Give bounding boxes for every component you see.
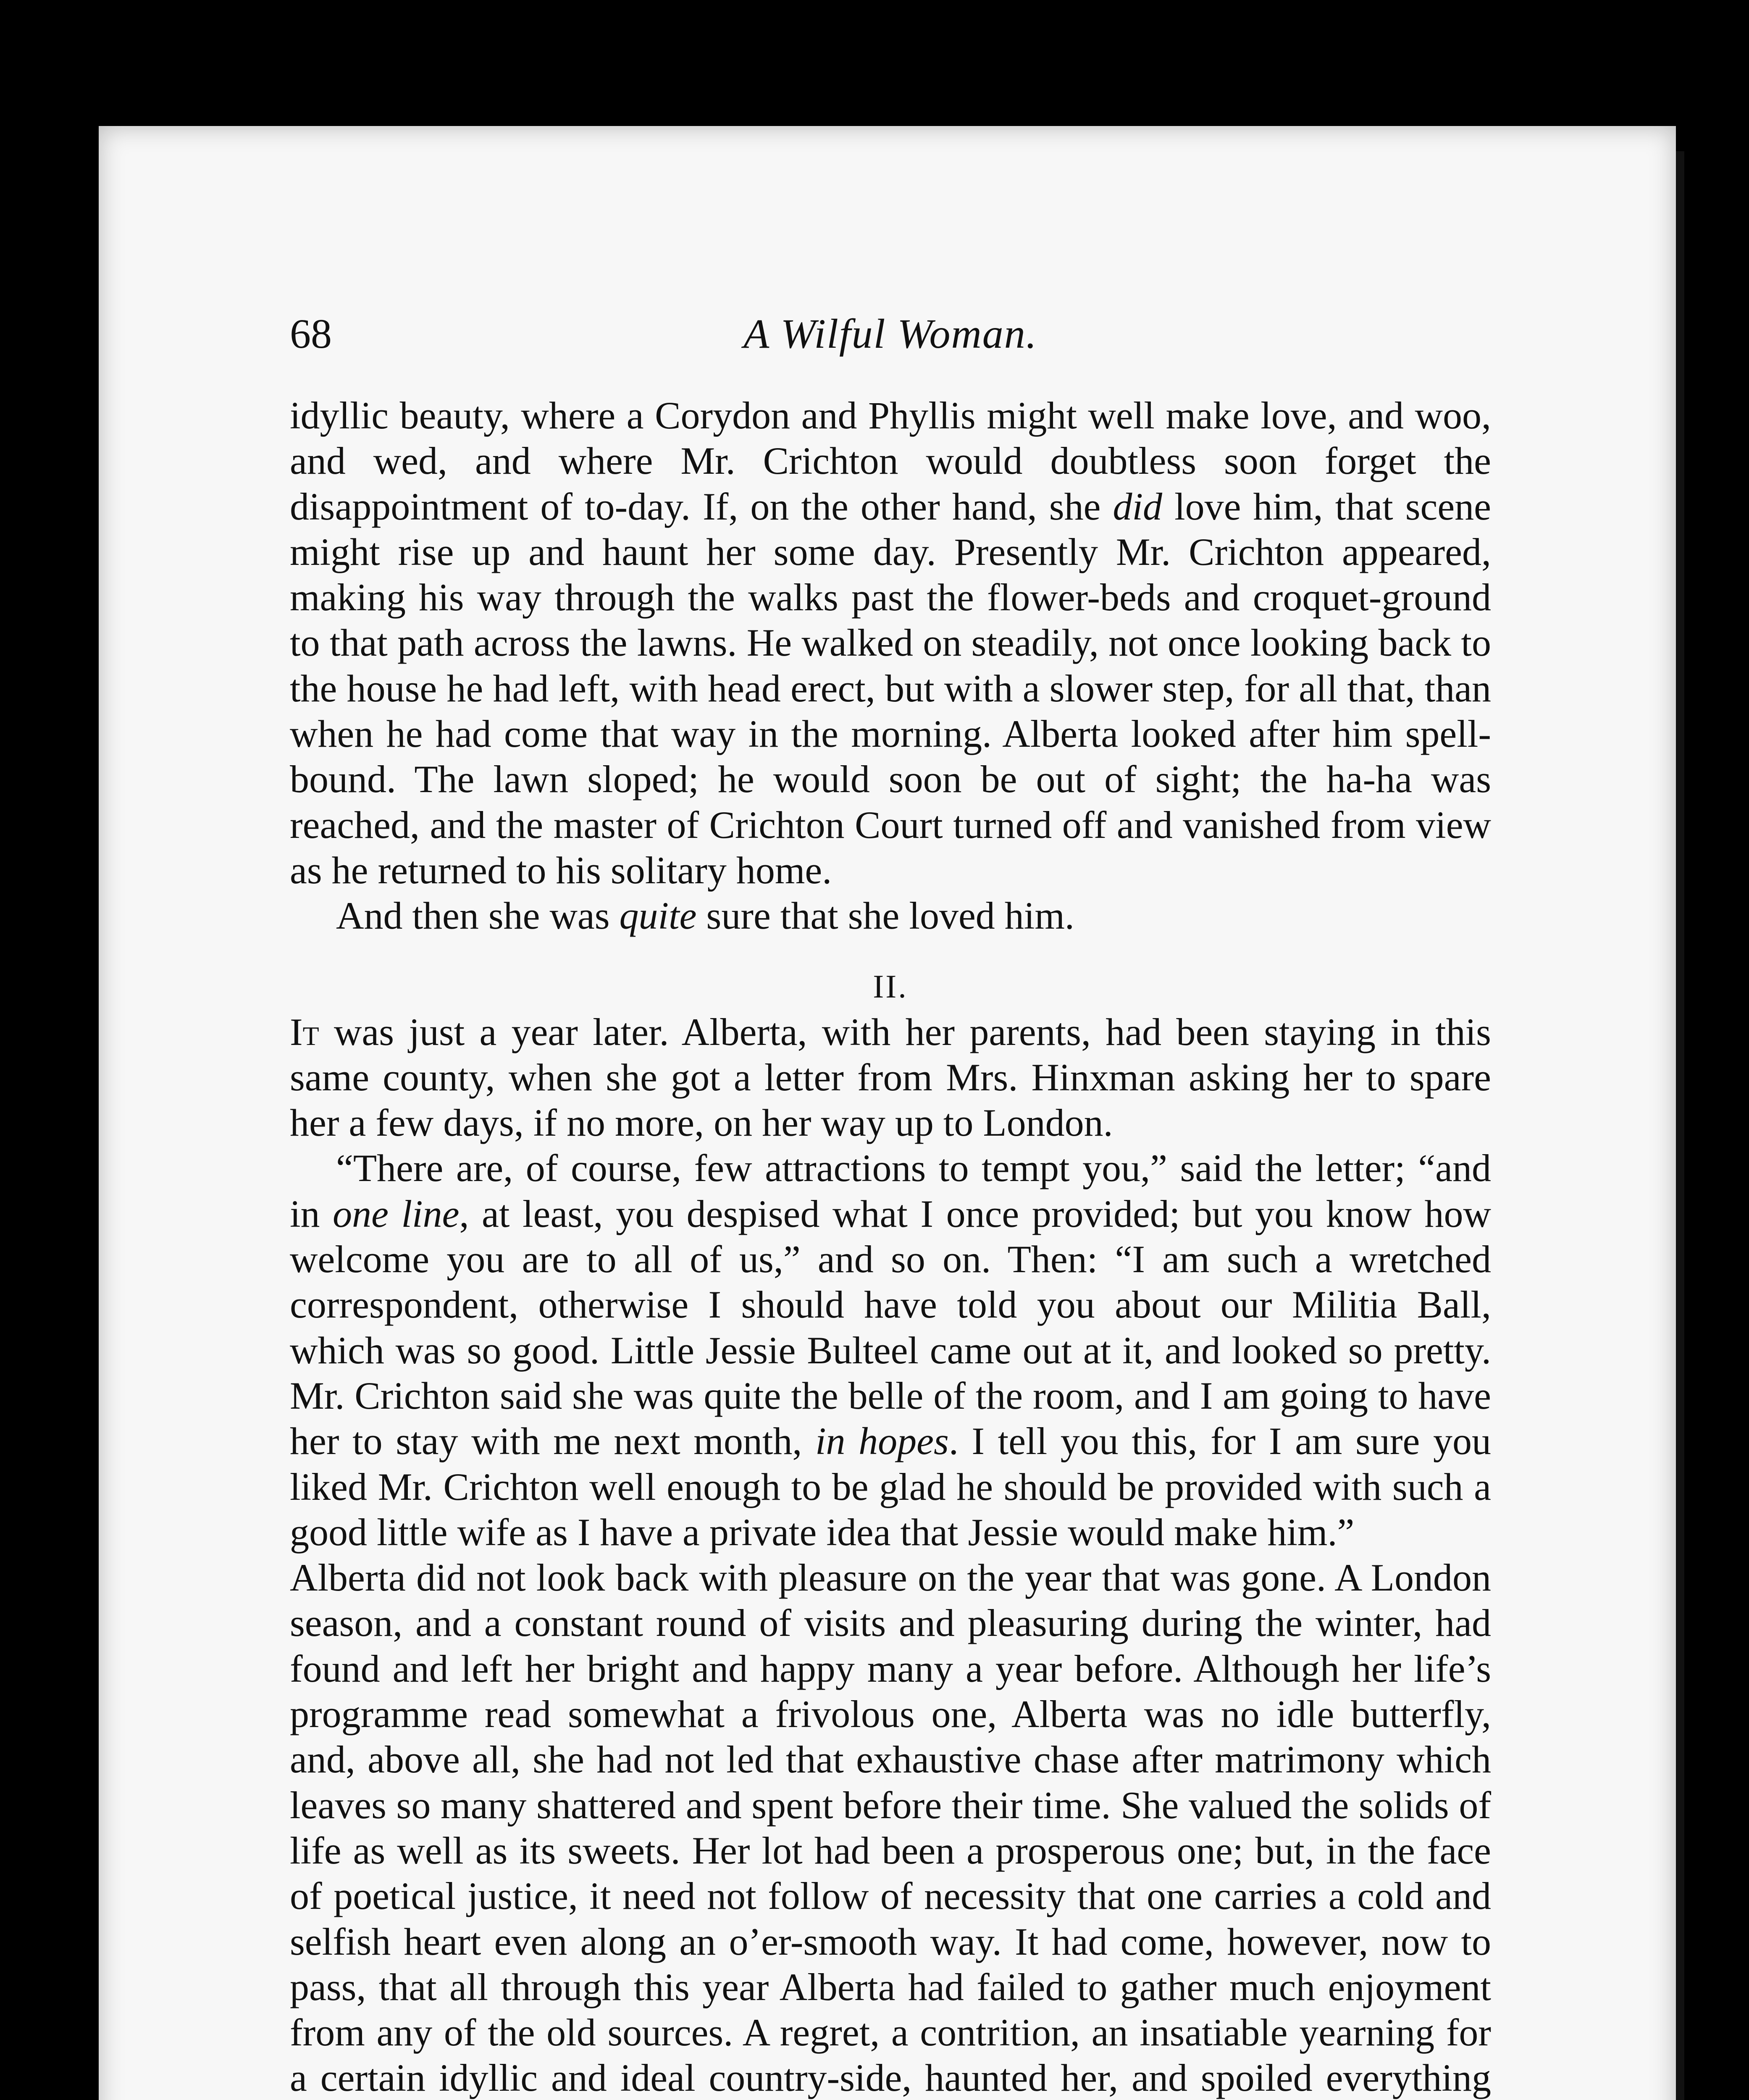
section-paragraph-1 [290,1009,1491,1146]
text-run: Alberta did not look back with pleasure on the year that was gone. A London season, and a constant round of visits and pleasuring during the winter, had found and left her bright and happy many a year before. Although her life’s programme read somewhat a frivolous one, Alberta was no idle butterfly, and, above all, she had not led that exhaustive chase after matrimony which leaves so many shattered and spent before their time. She valued the solids of life as well as its sweets. Her lot had been a prosperous one; but, in the face of poetical justice, it need not follow of necessity that one carries a cold and selfish heart even along an o’er-smooth way. It had come, however, now to pass, that all through this year Alberta had failed to gather much enjoyment from any of the old sources. A regret, a contrition, an insatiable yearning for a certain idyllic and ideal country-side, haunted her, and spoiled everything [290,1556,1491,2100]
smallcaps-text: It [290,1010,319,1053]
text-run: “There are, of course, few attractions to tempt you,” said the letter; “and in [290,1147,1491,1235]
paragraph-1 [290,393,1491,893]
italic-text: one line [333,1192,460,1235]
italic-text: did [1113,485,1163,528]
text-run: sure that she loved him. [696,894,1074,937]
text-run: . I tell you this, for I am sure you liked Mr. Crichton well enough to be glad he should be provided with such a good little wife as I have a private idea that Jessie would make him.” [290,1420,1491,1554]
text-run: love him, that scene might rise up and haunt her some day. Presently Mr. Crichton appeared, making his way through the walks past the flower-beds and croquet-ground to that path across the lawns. He walked on steadily, not once looking back to the house he had left, with head erect, but with a slower step, for all that, than when he had come that way in the morning. Alberta looked after him spell-bound. The lawn sloped; he would soon be out of sight; the ha-ha was reached, and the master of Crichton Court turned off and vanished from view as he returned to his solitary home. [290,485,1491,892]
page-edge [1676,151,1684,2100]
text-run: And then she was [336,894,620,937]
section-paragraph-3 [290,1555,1491,2100]
page-header [290,307,1491,361]
italic-text: quite [619,894,697,937]
page-number: 68 [290,310,332,357]
section-heading: II. [873,968,908,1005]
paragraph-2 [290,893,1491,938]
italic-text: in hopes [815,1420,949,1463]
text-run: , at least, you despised what I once provided; but you know how welcome you are to all of us,” and so on. Then: “I am such a wretched correspondent, otherwise I should have told you about our Militia Ball, which was so good. Little Jessie Bulteel came out at it, and looked so pretty. Mr. Crichton said she was quite the belle of the room, and I am going to have her to stay with me next month, [290,1192,1491,1463]
running-title: A Wilful Woman. [743,310,1037,357]
section-paragraph-2 [290,1145,1491,1555]
text-run: was just a year later. Alberta, with her parents, had been staying in this same county, when she got a letter from Mrs. Hinxman asking her to spare her a few days, if no more, on her way up to London. [290,1010,1491,1144]
text-run: idyllic beauty, where a Corydon and Phyllis might well make love, and woo, and wed, and where Mr. Crichton would doubtless soon forget the disappointment of to-day. If, on the other hand, she [290,394,1491,528]
body-text [290,393,1491,2100]
